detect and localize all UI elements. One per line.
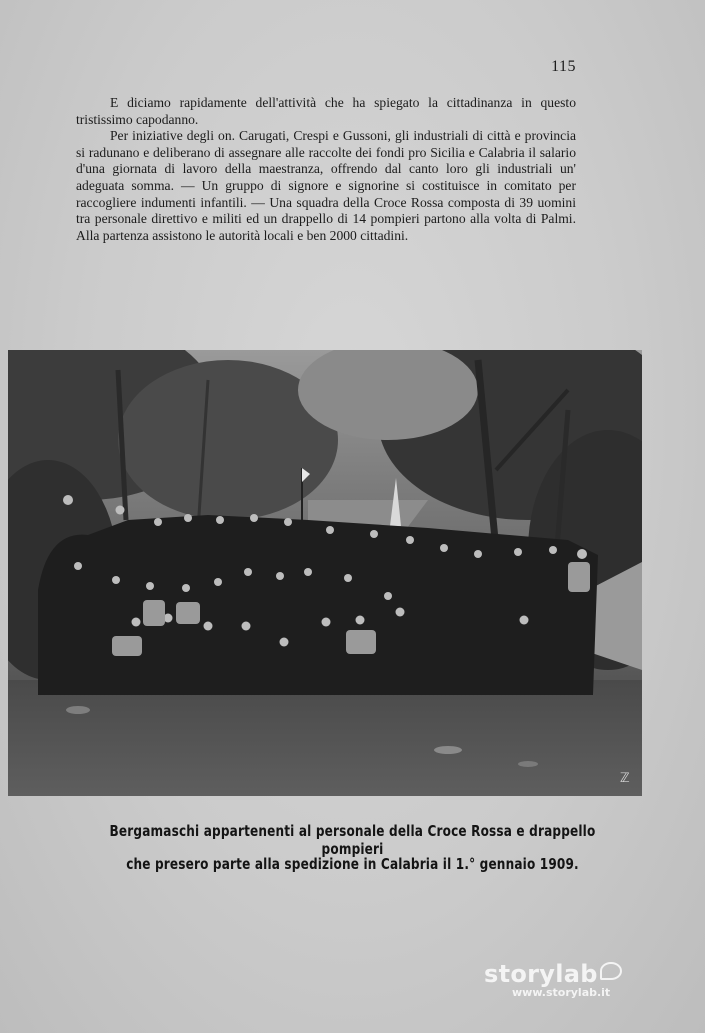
caption-line-1: Bergamaschi appartenenti al personale della Croce Rossa e drappello pompieri (109, 822, 596, 858)
storylab-watermark[interactable] (484, 960, 664, 999)
paragraph-2: Per iniziative degli on. Carugati, Crespi e Gussoni, gli industriali di città e provincia si radunano e deliberano di assegnare alle raccolte dei fondi pro Sicilia e Calabria il salario d'una giornata di lavoro della maestranza, offrendo dal canto loro gli industriali un' adeguata somma. — Un gruppo di signore e signorine si costituisce in comitato per raccogliere indumenti infantili. — Una squadra della Croce Rossa composta di 39 uomini tra personale direttivo e militi ed un drappello di 14 pompieri partono alla volta di Palmi. Alla partenza assistono le autorità locali e ben 2000 cittadini. (76, 128, 576, 243)
watermark-url: www.storylab.it (512, 986, 611, 999)
watermark-brand: storylab (484, 960, 598, 988)
caption-line-2: che presero parte alla spedizione in Calabria il 1.° gennaio 1909. (126, 855, 579, 873)
photo-scene (8, 350, 642, 796)
body-text (76, 95, 576, 244)
speech-bubble-icon (600, 962, 622, 980)
paragraph-1: E diciamo rapidamente dell'attività che ha spiegato la cittadinanza in questo tristissimo capodanno. (76, 95, 576, 127)
page-number: 115 (551, 58, 576, 75)
group-photograph (8, 350, 642, 796)
photo-mark: ℤ (620, 771, 630, 786)
